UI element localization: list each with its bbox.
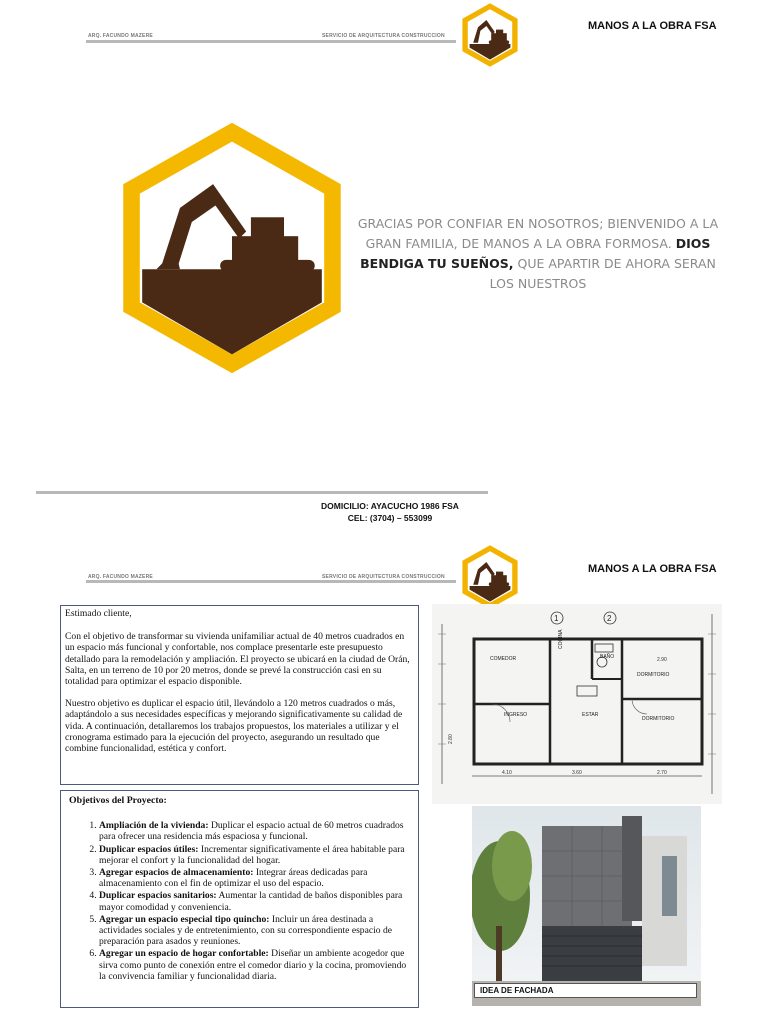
- plan-dim-d: 2.90: [657, 657, 667, 663]
- plan-dim-c: 2.70: [657, 770, 667, 776]
- objective-item: [99, 867, 410, 889]
- objective-item: [99, 948, 410, 982]
- letter-paragraph-1: Con el objetivo de transformar su vivienda unifamiliar actual de 40 metros cuadrados en un espacio más funcional y confortable, nos complace presentarle este presupuesto detallado para la remodelación y ampliación. El proyecto se ubicará en la ciudad de Orán, Salta, en un terreno de 10 por 20 metros, donde se prevé la construcción casi en su totalidad para optimizar el espacio disponible.: [65, 631, 410, 688]
- footer-rule: [36, 491, 488, 494]
- facade-rendering: [472, 806, 701, 1006]
- welcome-part1: GRACIAS POR CONFIAR EN NOSOTROS; BIENVENIDO A LA GRAN FAMILIA, DE MANOS A LA OBRA FORMOSA.: [357, 216, 719, 251]
- footer-contact: [300, 500, 480, 524]
- objective-item-title: Duplicar espacios sanitarios:: [99, 890, 217, 902]
- excavator-logo-icon: [112, 118, 352, 378]
- footer-address: DOMICILIO: AYACUCHO 1986 FSA: [321, 501, 459, 511]
- footer-phone: CEL: (3704) – 553099: [347, 513, 433, 523]
- objective-item-text: Aumentar la cantidad de baños disponibles para mayor comodidad y conveniencia.: [99, 890, 403, 913]
- plan-dim-a: 4.10: [502, 770, 512, 776]
- header-service: SERVICIO DE ARQUITECTURA CONSTRUCCION: [322, 574, 445, 580]
- small-logo: [460, 544, 520, 610]
- floor-plan-drawing: [432, 604, 722, 804]
- header-rule: [86, 580, 456, 583]
- objectives-title: Objetivos del Proyecto:: [69, 795, 167, 806]
- objective-item-title: Agregar espacios de almacenamiento:: [99, 867, 254, 879]
- header-architect: ARQ. FACUNDO MAZERE: [88, 33, 153, 39]
- plan-dim-e: 2.80: [448, 734, 454, 744]
- letter-paragraph-2: Nuestro objetivo es duplicar el espacio útil, llevándolo a 120 metros cuadrados o más, adaptándolo a sus necesidades específicas y mejorando significativamente su calidad de vida. A continuación, detallaremos los trabajos propuestos, los materiales a utilizar y el cronograma estimado para la ejecución del proyecto, asegurando un resultado que combine funcionalidad, estética y confort.: [65, 698, 403, 755]
- floor-plan: [432, 604, 722, 804]
- plan-label-estar: ESTAR: [582, 712, 599, 718]
- letter-box: [60, 605, 419, 785]
- facade-image: [472, 806, 701, 1006]
- brand-name: MANOS A LA OBRA FSA: [588, 20, 717, 32]
- objective-item-text: Duplicar el espacio actual de 60 metros cuadrados para ofrecer una residencia más espaciosa y funcional.: [99, 820, 404, 843]
- plan-axis-2: 2: [607, 614, 612, 623]
- header-service: SERVICIO DE ARQUITECTURA CONSTRUCCION: [322, 33, 445, 39]
- brand-name: MANOS A LA OBRA FSA: [588, 563, 717, 575]
- excavator-logo-icon: [460, 2, 520, 68]
- objective-item: [99, 890, 410, 912]
- plan-label-dormitorio-1: DORMITORIO: [637, 672, 670, 678]
- objective-item-text: Incrementar significativamente el área habitable para mejorar el confort y la funcionalidad del hogar.: [99, 843, 405, 866]
- objective-item: [99, 914, 410, 948]
- header-architect: ARQ. FACUNDO MAZERE: [88, 574, 153, 580]
- facade-caption: IDEA DE FACHADA: [474, 983, 697, 998]
- welcome-part3: QUE APARTIR DE AHORA SERAN LOS NUESTROS: [489, 256, 716, 291]
- objectives-box: [60, 790, 419, 1008]
- header-rule: [86, 40, 456, 43]
- objective-item: [99, 820, 410, 842]
- plan-label-dormitorio-2: DORMITORIO: [642, 716, 675, 722]
- small-logo: [460, 2, 520, 68]
- letter-greeting: Estimado cliente,: [65, 608, 132, 619]
- objective-item-text: Integrar áreas dedicadas para almacenamiento con el fin de optimizar el uso del espacio.: [99, 867, 368, 890]
- objectives-list: [69, 820, 410, 982]
- plan-axis-1: 1: [554, 614, 559, 623]
- plan-dim-b: 3.60: [572, 770, 582, 776]
- objective-item-text: Incluir un área destinada a actividades sociales y de entretenimiento, con su correspondiente espacio de preparación para asados y reuniones.: [99, 913, 393, 948]
- objective-item-title: Ampliación de la vivienda:: [99, 820, 209, 832]
- plan-label-cocina: COCINA: [558, 629, 564, 649]
- plan-label-ingreso: INGRESO: [504, 712, 528, 718]
- plan-label-comedor: COMEDOR: [490, 656, 517, 662]
- objective-item-title: Duplicar espacios útiles:: [99, 843, 199, 855]
- welcome-part2: DIOS BENDIGA TU SUEÑOS,: [360, 236, 711, 271]
- objective-item-text: Diseñar un ambiente acogedor que sirva como punto de conexión entre el comedor diario y la cocina, promoviendo la convivencia familiar y funcionalidad diaria.: [99, 948, 407, 982]
- welcome-message: [356, 214, 720, 294]
- objective-item-title: Agregar un espacio de hogar confortable:: [99, 948, 269, 960]
- plan-label-bano: BAÑO: [600, 654, 615, 660]
- objective-item-title: Agregar un espacio especial tipo quincho:: [99, 913, 270, 925]
- excavator-logo-icon: [460, 544, 520, 610]
- big-logo: [112, 118, 352, 378]
- objective-item: [99, 844, 410, 866]
